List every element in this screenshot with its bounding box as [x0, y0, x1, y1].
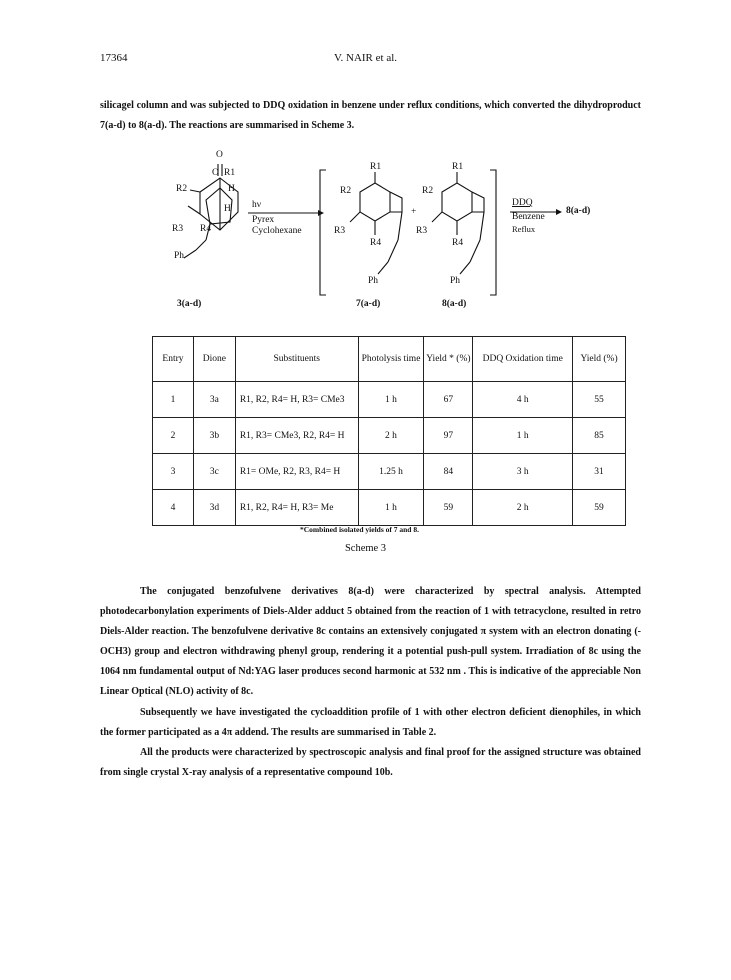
cell-ddq: 3 h	[473, 454, 573, 490]
paragraph: Subsequently we have investigated the cycloaddition profile of 1 with other electron deficient dienophiles, in which the former participated as a 4π addend. The results are summarised in Table 2.	[100, 707, 641, 738]
atom-label: H	[228, 184, 235, 194]
cell-yield2: 31	[573, 454, 626, 490]
atom-label: R2	[176, 184, 188, 194]
cell-photolysis: 1 h	[358, 490, 424, 526]
cell-entry: 2	[153, 418, 194, 454]
product8-label: 8(a-d)	[442, 299, 467, 309]
atom-label: R2	[422, 186, 434, 196]
cell-yield: 59	[424, 490, 473, 526]
atom-label: O	[216, 150, 223, 160]
cell-photolysis: 2 h	[358, 418, 424, 454]
cell-yield2: 55	[573, 382, 626, 418]
atom-label: R1	[452, 162, 464, 172]
table-row	[153, 418, 626, 454]
cell-ddq: 1 h	[473, 418, 573, 454]
table-footnote: *Combined isolated yields of 7 and 8.	[300, 525, 419, 534]
paragraph: All the products were characterized by spectroscopic analysis and final proof for the assigned structure was obtained from single crystal X-ray analysis of a representative compound 10b.	[100, 747, 641, 778]
step1-condition: Pyrex	[252, 215, 275, 225]
atom-label: Ph	[368, 276, 379, 286]
header-yield2: Yield (%)	[573, 337, 626, 382]
atom-label: Ph	[450, 276, 461, 286]
atom-label: R1	[370, 162, 382, 172]
header-ddq: DDQ Oxidation time	[473, 337, 573, 382]
atom-label: O	[212, 168, 219, 178]
table-row	[153, 382, 626, 418]
table-row	[153, 454, 626, 490]
table-header-row	[153, 337, 626, 382]
cell-photolysis: 1 h	[358, 382, 424, 418]
cell-dione: 3a	[193, 382, 235, 418]
atom-label: R4	[200, 224, 212, 234]
atom-label: R3	[334, 226, 346, 236]
cell-yield2: 59	[573, 490, 626, 526]
cell-entry: 3	[153, 454, 194, 490]
header-dione: Dione	[193, 337, 235, 382]
atom-label: R4	[370, 238, 382, 248]
cell-ddq: 2 h	[473, 490, 573, 526]
cell-entry: 1	[153, 382, 194, 418]
cell-ddq: 4 h	[473, 382, 573, 418]
step2-reagent: DDQ	[512, 198, 533, 208]
cell-dione: 3d	[193, 490, 235, 526]
cell-yield2: 85	[573, 418, 626, 454]
cell-dione: 3b	[193, 418, 235, 454]
header-photolysis: Photolysis time	[358, 337, 424, 382]
atom-label: Ph	[174, 251, 185, 261]
intro-paragraph: silicagel column and was subjected to DDQ oxidation in benzene under reflux conditions, which converted the dihydroproduct 7(a-d) to 8(a-d). The reactions are summarised in Scheme 3.	[100, 100, 641, 131]
cell-entry: 4	[153, 490, 194, 526]
cell-yield: 67	[424, 382, 473, 418]
cell-substituents: R1, R3= CMe3, R2, R4= H	[235, 418, 358, 454]
scheme-caption: Scheme 3	[344, 543, 387, 554]
running-title: V. NAIR et al.	[333, 52, 398, 64]
cell-yield: 97	[424, 418, 473, 454]
results-table	[152, 336, 626, 526]
cell-photolysis: 1.25 h	[358, 454, 424, 490]
cell-substituents: R1, R2, R4= H, R3= CMe3	[235, 382, 358, 418]
table-row	[153, 490, 626, 526]
step1-reagent: hν	[252, 200, 262, 210]
product7-label: 7(a-d)	[356, 299, 381, 309]
step2-condition: Reflux	[512, 224, 536, 234]
atom-label: R4	[452, 238, 464, 248]
reaction-scheme	[0, 0, 731, 330]
cell-dione: 3c	[193, 454, 235, 490]
step2-solvent: Benzene	[512, 212, 545, 222]
cell-substituents: R1= OMe, R2, R3, R4= H	[235, 454, 358, 490]
atom-label: R3	[416, 226, 428, 236]
atom-label: H	[224, 204, 231, 214]
step2-product: 8(a-d)	[566, 206, 591, 216]
cell-substituents: R1, R2, R4= H, R3= Me	[235, 490, 358, 526]
cell-yield: 84	[424, 454, 473, 490]
plus-sign: +	[411, 207, 417, 217]
header-yield: Yield * (%)	[424, 337, 473, 382]
header-substituents: Substituents	[235, 337, 358, 382]
step1-condition: Cyclohexane	[252, 226, 302, 236]
header-entry: Entry	[153, 337, 194, 382]
reactant-label: 3(a-d)	[177, 299, 202, 309]
atom-label: R2	[340, 186, 352, 196]
atom-label: R1	[224, 168, 236, 178]
atom-label: R3	[172, 224, 184, 234]
paragraph: The conjugated benzofulvene derivatives 8(a-d) were characterized by spectral analysis. Attempted photodecarbonylation experiments of Diels-Alder adduct 5 obtained from the reaction of 1 with tetracyclone, resulted in retro Diels-Alder reaction. The benzofulvene derivative 8c contains an extensively conjugated π system with an electron donating (-OCH3) group and electron withdrawing phenyl group, rendering it a potential push-pull system. Irradiation of 8c using the 1064 nm fundamental output of Nd:YAG laser produces second harmonic at 532 nm . This is indicative of the appreciable Non Linear Optical (NLO) activity of 8c.	[100, 586, 641, 697]
page-number: 17364	[100, 52, 128, 64]
